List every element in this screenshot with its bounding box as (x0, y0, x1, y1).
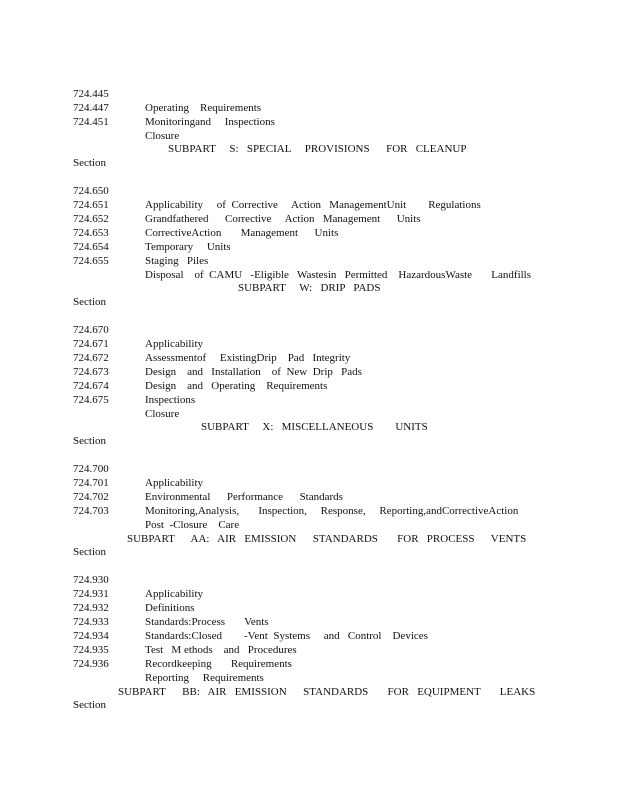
section-title: Temporary Units (145, 241, 231, 253)
section-number: 724.700 (73, 463, 109, 475)
section-title: Monitoring,Analysis, Inspection, Response, Reporting,andCorrectiveAction (145, 505, 519, 517)
section-number: 724.932 (73, 602, 109, 614)
section-number: 724.702 (73, 491, 109, 503)
section-title: Applicability (145, 588, 204, 600)
section-number: 724.451 (73, 116, 109, 128)
section-label: Section (73, 296, 106, 308)
section-label: Section (73, 435, 106, 447)
section-number: 724.653 (73, 227, 109, 239)
section-number: 724.650 (73, 185, 109, 197)
section-number: 724.652 (73, 213, 109, 225)
section-title: Standards:Process Vents (145, 616, 269, 628)
section-title: Applicability of Corrective Action ManagementUnit Regulations (145, 199, 481, 211)
section-title: Operating Requirements (145, 102, 262, 114)
section-number: 724.675 (73, 394, 109, 406)
section-title: Monitoringand Inspections (145, 116, 275, 128)
section-title: CorrectiveAction Management Units (145, 227, 339, 239)
section-title: Closure (145, 130, 180, 142)
section-number: 724.930 (73, 574, 109, 586)
section-number: 724.670 (73, 324, 109, 336)
section-number: 724.651 (73, 199, 109, 211)
subpart-heading-text: SUBPART AA: AIR EMISSION STANDARDS FOR PROCESS VENTS (127, 533, 527, 545)
section-title: Closure (145, 408, 180, 420)
section-number: 724.674 (73, 380, 109, 392)
section-label: Section (73, 699, 106, 711)
section-number: 724.672 (73, 352, 109, 364)
section-number: 724.701 (73, 477, 109, 489)
section-title: Environmental Performance Standards (145, 491, 343, 503)
section-title: Definitions (145, 602, 195, 614)
subpart-heading (0, 267, 618, 294)
section-title: Applicability (145, 338, 204, 350)
section-number: 724.935 (73, 644, 109, 656)
section-title: Post -Closure Care (145, 519, 240, 531)
subpart-heading (0, 671, 618, 698)
section-title: Recordkeeping Requirements (145, 658, 292, 670)
subpart-heading (0, 518, 618, 545)
subpart-heading-text: SUBPART BB: AIR EMISSION STANDARDS FOR EQUIPMENT LEAKS (118, 686, 536, 698)
section-title: Design and Operating Requirements (145, 380, 328, 392)
section-number: 724.934 (73, 630, 109, 642)
section-title: Standards:Closed -Vent Systems and Control Devices (145, 630, 428, 642)
subpart-heading-text: SUBPART W: DRIP PADS (238, 282, 381, 294)
subpart-heading-text: SUBPART X: MISCELLANEOUS UNITS (201, 421, 428, 433)
section-number: 724.655 (73, 255, 109, 267)
section-number: 724.673 (73, 366, 109, 378)
section-number: 724.936 (73, 658, 109, 670)
section-number: 724.933 (73, 616, 109, 628)
subpart-heading (0, 128, 618, 155)
subpart-heading-text: SUBPART S: SPECIAL PROVISIONS FOR CLEANUP (168, 143, 467, 155)
section-number: 724.654 (73, 241, 109, 253)
section-number: 724.445 (73, 88, 109, 100)
section-title: Design and Installation of New Drip Pads (145, 366, 362, 378)
section-title: Test M ethods and Procedures (145, 644, 297, 656)
section-title: Assessmentof ExistingDrip Pad Integrity (145, 352, 351, 364)
section-number: 724.931 (73, 588, 109, 600)
section-title: Staging Piles (145, 255, 209, 267)
section-title: Applicability (145, 477, 204, 489)
section-title: Reporting Requirements (145, 672, 264, 684)
section-label: Section (73, 157, 106, 169)
subpart-heading (0, 406, 618, 433)
section-number: 724.671 (73, 338, 109, 350)
section-title: Disposal of CAMU -Eligible Wastesin Permitted HazardousWaste Landfills (145, 269, 532, 281)
section-number: 724.447 (73, 102, 109, 114)
section-label: Section (73, 546, 106, 558)
section-title: Inspections (145, 394, 196, 406)
section-title: Grandfathered Corrective Action Management Units (145, 213, 421, 225)
section-number: 724.703 (73, 505, 109, 517)
